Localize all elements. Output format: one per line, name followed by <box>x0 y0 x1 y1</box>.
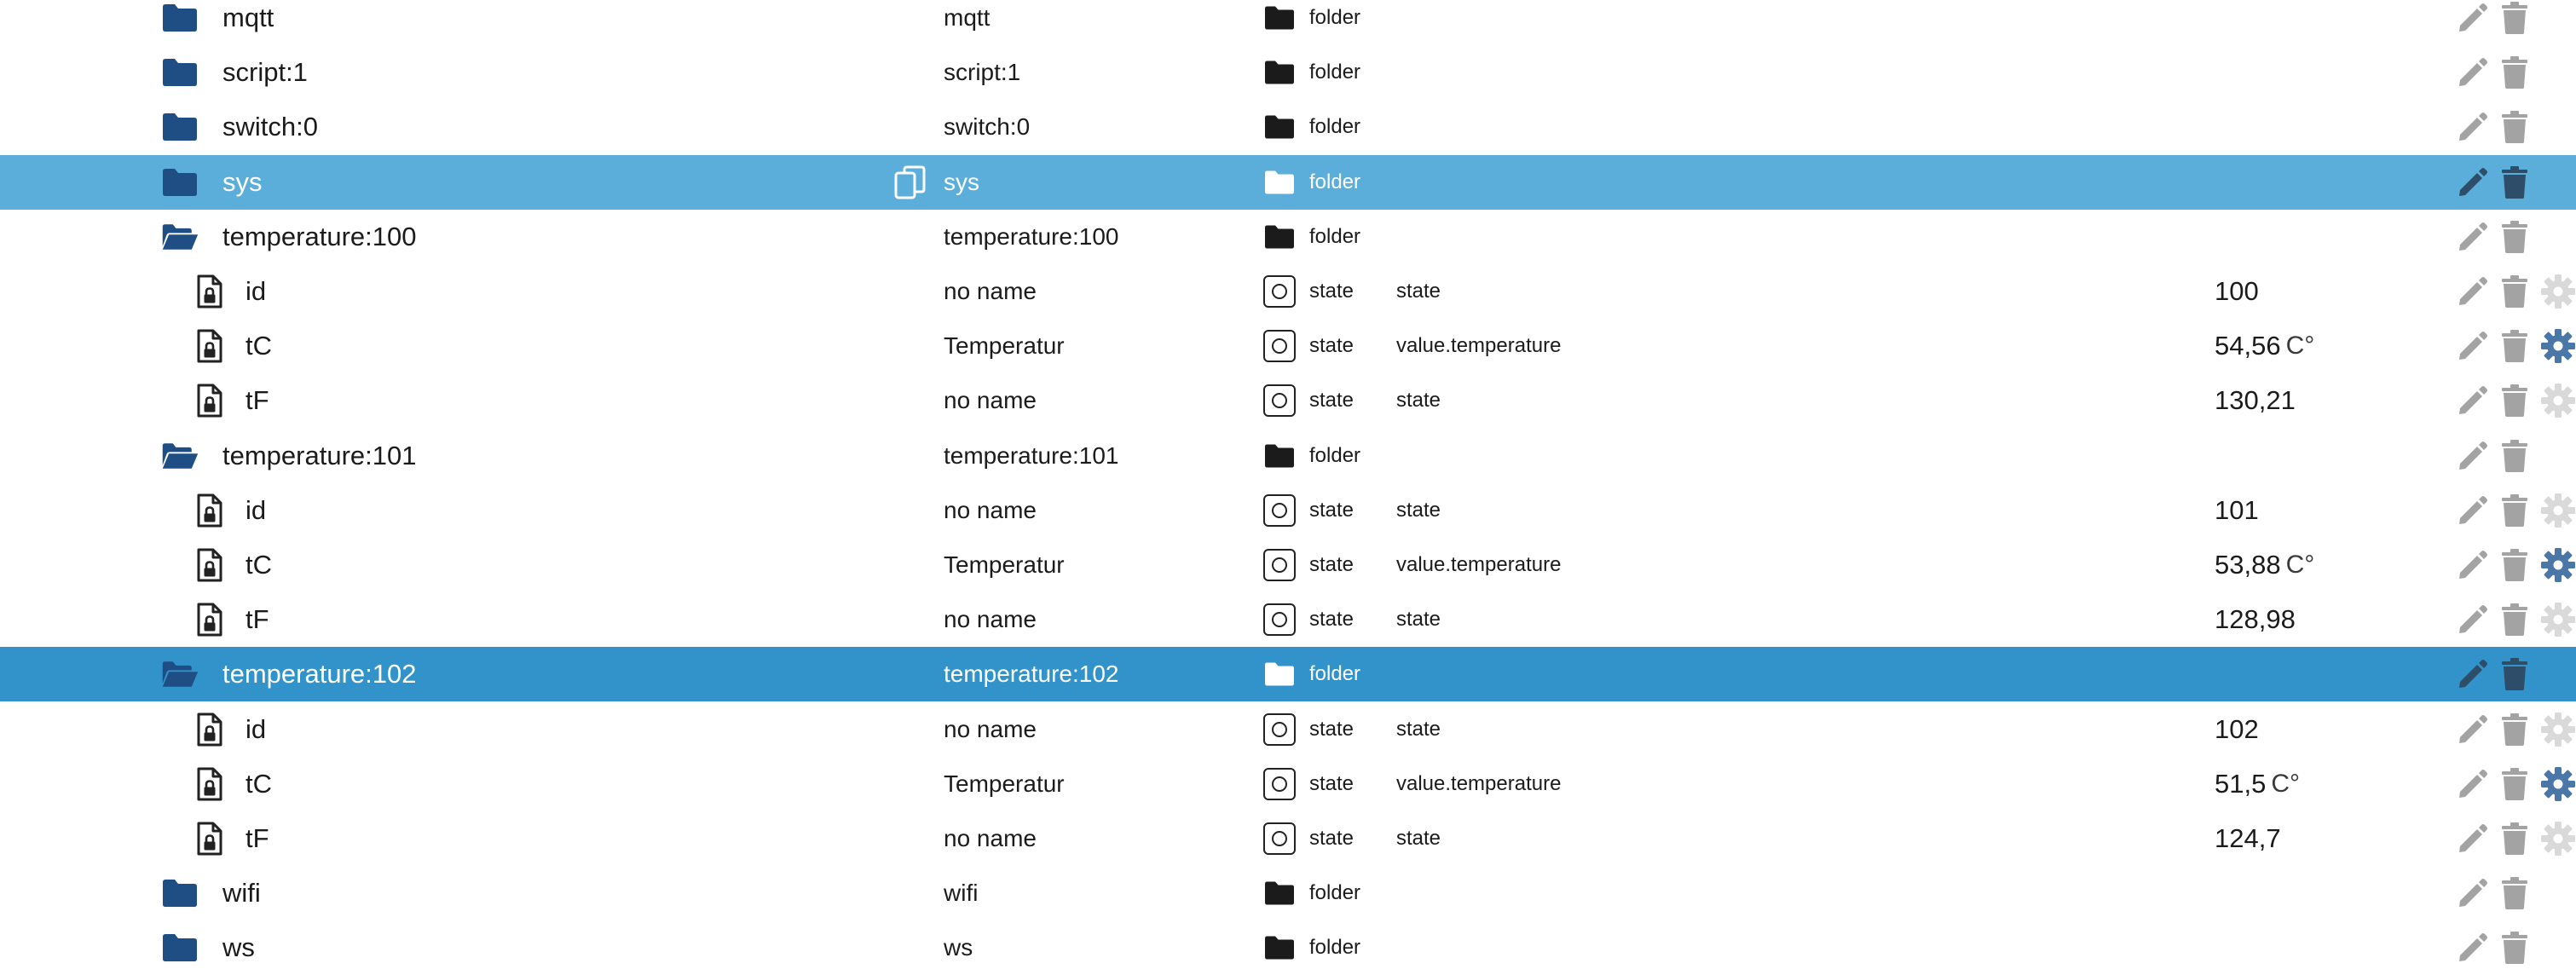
folder-icon[interactable] <box>160 100 199 154</box>
trash-icon[interactable] <box>2500 647 2529 701</box>
folder-open-icon[interactable] <box>160 429 199 483</box>
state-row[interactable] <box>0 592 2576 647</box>
trash-icon[interactable] <box>2500 210 2529 264</box>
pencil-icon[interactable] <box>2457 647 2489 701</box>
gear-icon[interactable] <box>2540 701 2576 756</box>
value-text: 130,21 <box>2215 385 2296 416</box>
object-type: state <box>1309 771 1354 795</box>
object-value[interactable] <box>2215 264 2264 319</box>
file-lock-icon[interactable] <box>196 701 235 756</box>
object-name: temperature:102 <box>944 661 1119 688</box>
value-text: 51,5 <box>2215 768 2267 799</box>
pencil-icon[interactable] <box>2457 210 2489 264</box>
gear-icon[interactable] <box>2540 264 2576 319</box>
folder-icon <box>1263 100 1297 154</box>
object-type: folder <box>1309 6 1361 30</box>
object-role: value.temperature <box>1396 771 1562 795</box>
object-role: state <box>1396 608 1441 632</box>
folder-icon[interactable] <box>160 920 199 975</box>
object-name: no name <box>944 606 1037 633</box>
object-id[interactable]: mqtt <box>222 3 274 33</box>
object-value[interactable] <box>2215 429 2220 483</box>
gear-icon[interactable] <box>2540 592 2576 647</box>
object-value[interactable] <box>2215 319 2314 373</box>
trash-icon[interactable] <box>2500 429 2529 483</box>
object-type: state <box>1309 717 1354 741</box>
object-id[interactable]: sys <box>222 166 263 197</box>
value-unit: C° <box>2285 332 2315 361</box>
folder-row[interactable] <box>0 866 2576 920</box>
folder-icon <box>1263 45 1297 100</box>
pencil-icon[interactable] <box>2457 155 2489 210</box>
object-value[interactable] <box>2215 920 2220 975</box>
object-id[interactable]: tC <box>245 549 272 580</box>
object-name: Temperatur <box>944 770 1065 797</box>
object-value[interactable] <box>2215 866 2220 920</box>
object-name: mqtt <box>944 4 991 32</box>
folder-icon <box>1263 866 1297 920</box>
value-text: 101 <box>2215 494 2259 525</box>
folder-icon[interactable] <box>160 866 199 920</box>
object-role: state <box>1396 280 1441 303</box>
file-lock-icon[interactable] <box>196 264 235 319</box>
pencil-icon[interactable] <box>2457 701 2489 756</box>
object-name: temperature:100 <box>944 222 1119 250</box>
folder-row[interactable] <box>0 155 2576 210</box>
copy-icon[interactable] <box>893 155 927 210</box>
folder-icon[interactable] <box>160 45 199 100</box>
value-unit: C° <box>2285 550 2315 579</box>
object-value[interactable] <box>2215 45 2220 100</box>
folder-icon <box>1263 647 1297 701</box>
object-value[interactable] <box>2215 100 2220 154</box>
object-role: state <box>1396 717 1441 741</box>
object-type: state <box>1309 826 1354 850</box>
folder-icon[interactable] <box>160 155 199 210</box>
object-name: no name <box>944 278 1037 305</box>
state-row[interactable] <box>0 373 2576 428</box>
object-id[interactable]: tC <box>245 331 272 361</box>
file-lock-icon[interactable] <box>196 811 235 866</box>
gear-icon[interactable] <box>2540 319 2576 373</box>
state-icon <box>1263 483 1297 538</box>
trash-icon[interactable] <box>2500 0 2529 45</box>
gear-icon[interactable] <box>2540 811 2576 866</box>
trash-icon[interactable] <box>2500 592 2529 647</box>
folder-row[interactable] <box>0 0 2576 45</box>
value-text: 128,98 <box>2215 604 2296 635</box>
object-value[interactable] <box>2215 210 2220 264</box>
object-role: state <box>1396 389 1441 412</box>
folder-icon <box>1263 920 1297 975</box>
object-type: state <box>1309 498 1354 522</box>
trash-icon[interactable] <box>2500 319 2529 373</box>
folder-icon[interactable] <box>160 0 199 45</box>
object-id[interactable]: id <box>245 713 267 744</box>
pencil-icon[interactable] <box>2457 866 2489 920</box>
object-value[interactable] <box>2215 155 2220 210</box>
trash-icon[interactable] <box>2500 866 2529 920</box>
object-type: folder <box>1309 224 1361 248</box>
file-lock-icon[interactable] <box>196 319 235 373</box>
trash-icon[interactable] <box>2500 483 2529 538</box>
object-type: state <box>1309 280 1354 303</box>
value-text: 124,7 <box>2215 822 2281 853</box>
folder-row[interactable] <box>0 429 2576 483</box>
file-lock-icon[interactable] <box>196 373 235 428</box>
object-role: state <box>1396 826 1441 850</box>
object-id[interactable]: ws <box>222 932 255 963</box>
object-id[interactable]: tF <box>245 385 269 416</box>
state-icon <box>1263 592 1297 647</box>
folder-icon <box>1263 0 1297 45</box>
pencil-icon[interactable] <box>2457 373 2489 428</box>
folder-row[interactable] <box>0 647 2576 701</box>
object-value[interactable] <box>2215 538 2314 592</box>
object-type: state <box>1309 334 1354 358</box>
object-id[interactable]: tF <box>245 822 269 853</box>
pencil-icon[interactable] <box>2457 0 2489 45</box>
object-type: folder <box>1309 662 1361 686</box>
folder-row[interactable] <box>0 45 2576 100</box>
object-role: value.temperature <box>1396 334 1562 358</box>
pencil-icon[interactable] <box>2457 319 2489 373</box>
state-icon <box>1263 538 1297 592</box>
gear-icon[interactable] <box>2540 538 2576 592</box>
value-text: 54,56 <box>2215 331 2281 361</box>
file-lock-icon[interactable] <box>196 538 235 592</box>
object-name: Temperatur <box>944 332 1065 360</box>
pencil-icon[interactable] <box>2457 811 2489 866</box>
folder-icon <box>1263 429 1297 483</box>
folder-icon <box>1263 155 1297 210</box>
folder-open-icon[interactable] <box>160 647 199 701</box>
object-id[interactable]: id <box>245 494 267 525</box>
pencil-icon[interactable] <box>2457 920 2489 975</box>
object-id[interactable]: wifi <box>222 878 261 909</box>
object-name: no name <box>944 824 1037 851</box>
object-name: no name <box>944 715 1037 742</box>
object-id[interactable]: id <box>245 276 267 307</box>
value-text: 53,88 <box>2215 549 2281 580</box>
folder-row[interactable] <box>0 920 2576 975</box>
object-value[interactable] <box>2215 592 2301 647</box>
object-name: script:1 <box>944 59 1021 86</box>
object-type: state <box>1309 552 1354 576</box>
object-name: ws <box>944 934 973 961</box>
trash-icon[interactable] <box>2500 155 2529 210</box>
object-type: folder <box>1309 936 1361 960</box>
state-row[interactable] <box>0 319 2576 373</box>
pencil-icon[interactable] <box>2457 483 2489 538</box>
trash-icon[interactable] <box>2500 264 2529 319</box>
state-icon <box>1263 264 1297 319</box>
object-name: no name <box>944 387 1037 414</box>
object-type: state <box>1309 389 1354 412</box>
state-icon <box>1263 811 1297 866</box>
object-id[interactable]: switch:0 <box>222 112 318 142</box>
object-name: wifi <box>944 880 979 907</box>
object-type: state <box>1309 608 1354 632</box>
pencil-icon[interactable] <box>2457 100 2489 154</box>
value-unit: C° <box>2271 769 2301 798</box>
state-row[interactable] <box>0 701 2576 756</box>
pencil-icon[interactable] <box>2457 429 2489 483</box>
object-name: temperature:101 <box>944 441 1119 469</box>
object-name: no name <box>944 496 1037 523</box>
object-value[interactable] <box>2215 701 2264 756</box>
state-icon <box>1263 373 1297 428</box>
object-name: Temperatur <box>944 551 1065 578</box>
object-value[interactable] <box>2215 483 2264 538</box>
object-id[interactable]: temperature:100 <box>222 221 417 251</box>
pencil-icon[interactable] <box>2457 45 2489 100</box>
gear-icon[interactable] <box>2540 757 2576 811</box>
value-text: 102 <box>2215 713 2259 744</box>
gear-icon[interactable] <box>2540 373 2576 428</box>
object-id[interactable]: temperature:101 <box>222 440 417 470</box>
object-value[interactable] <box>2215 811 2286 866</box>
object-type: folder <box>1309 881 1361 905</box>
state-row[interactable] <box>0 264 2576 319</box>
pencil-icon[interactable] <box>2457 757 2489 811</box>
object-id[interactable]: tC <box>245 768 272 799</box>
trash-icon[interactable] <box>2500 538 2529 592</box>
trash-icon[interactable] <box>2500 757 2529 811</box>
folder-icon <box>1263 210 1297 264</box>
object-type: folder <box>1309 443 1361 467</box>
state-row[interactable] <box>0 483 2576 538</box>
pencil-icon[interactable] <box>2457 538 2489 592</box>
folder-row[interactable] <box>0 100 2576 154</box>
state-row[interactable] <box>0 757 2576 811</box>
file-lock-icon[interactable] <box>196 757 235 811</box>
trash-icon[interactable] <box>2500 100 2529 154</box>
state-row[interactable] <box>0 811 2576 866</box>
object-id[interactable]: script:1 <box>222 57 308 88</box>
object-id[interactable]: temperature:102 <box>222 659 417 689</box>
object-type: folder <box>1309 115 1361 139</box>
value-text: 100 <box>2215 276 2259 307</box>
object-role: state <box>1396 498 1441 522</box>
object-type: folder <box>1309 170 1361 193</box>
object-name: sys <box>944 168 979 195</box>
pencil-icon[interactable] <box>2457 592 2489 647</box>
state-icon <box>1263 319 1297 373</box>
file-lock-icon[interactable] <box>196 483 235 538</box>
object-type: folder <box>1309 61 1361 84</box>
object-name: switch:0 <box>944 113 1031 141</box>
pencil-icon[interactable] <box>2457 264 2489 319</box>
state-row[interactable] <box>0 538 2576 592</box>
trash-icon[interactable] <box>2500 811 2529 866</box>
state-icon <box>1263 757 1297 811</box>
gear-icon[interactable] <box>2540 483 2576 538</box>
state-icon <box>1263 701 1297 756</box>
object-role: value.temperature <box>1396 552 1562 576</box>
folder-open-icon[interactable] <box>160 210 199 264</box>
object-id[interactable]: tF <box>245 604 269 635</box>
trash-icon[interactable] <box>2500 701 2529 756</box>
trash-icon[interactable] <box>2500 920 2529 975</box>
object-value[interactable] <box>2215 757 2300 811</box>
object-value[interactable] <box>2215 647 2220 701</box>
trash-icon[interactable] <box>2500 373 2529 428</box>
trash-icon[interactable] <box>2500 45 2529 100</box>
object-value[interactable] <box>2215 373 2301 428</box>
folder-row[interactable] <box>0 210 2576 264</box>
object-value[interactable] <box>2215 0 2220 45</box>
file-lock-icon[interactable] <box>196 592 235 647</box>
